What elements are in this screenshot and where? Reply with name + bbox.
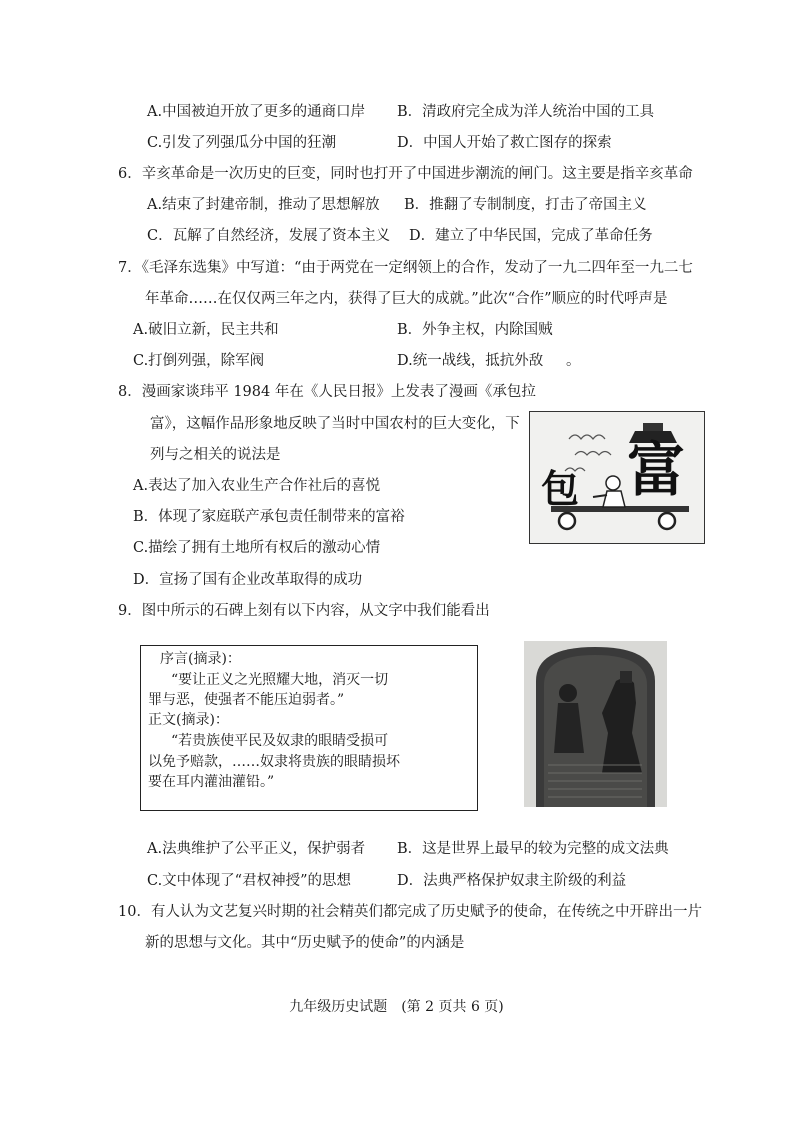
cartoon-char-left: 包 <box>541 467 580 511</box>
q5-option-a: A.中国被迫开放了更多的通商口岸 <box>147 104 366 120</box>
q8-stem-line-2: 富》，这幅作品形象地反映了当时中国农村的巨大变化，下 <box>150 416 520 432</box>
q6-option-c: C．瓦解了自然经济，发展了资本主义 <box>147 228 391 244</box>
page-footer: 九年级历史试题 (第 2 页共 6 页) <box>289 999 504 1015</box>
q6-option-d: D．建立了中华民国，完成了革命任务 <box>409 228 653 244</box>
excerpt-line: 要在耳内灌油灌铅。” <box>148 774 275 790</box>
q7-trailing-mark: 。 <box>566 353 581 369</box>
excerpt-line: 以免予赔款，……奴隶将贵族的眼睛损坏 <box>148 754 400 770</box>
excerpt-line: 罪与恶，使强者不能压迫弱者。” <box>148 692 345 708</box>
q6-option-a: A.结束了封建帝制，推动了思想解放 <box>147 197 380 213</box>
q8-option-a: A.表达了加入农业生产合作社后的喜悦 <box>133 478 381 494</box>
q7-option-c: C.打倒列强，除军阀 <box>133 353 265 369</box>
q8-stem-line-3: 列与之相关的说法是 <box>150 447 281 463</box>
cartoon-image <box>529 411 705 544</box>
excerpt-line: “若贵族使平民及奴隶的眼睛受损可 <box>171 733 389 749</box>
excerpt-heading-preface: 序言(摘录)： <box>160 651 241 667</box>
stele-drawing <box>524 641 667 807</box>
q9-option-a: A.法典维护了公平正义，保护弱者 <box>147 841 366 857</box>
q6-stem: 6．辛亥革命是一次历史的巨变，同时也打开了中国进步潮流的闸门。这主要是指辛亥革命 <box>118 166 693 182</box>
q6-option-b: B．推翻了专制制度，打击了帝国主义 <box>404 197 647 213</box>
q5-option-d: D．中国人开始了救亡图存的探索 <box>397 135 612 151</box>
q9-option-b: B．这是世界上最早的较为完整的成文法典 <box>397 841 669 857</box>
cartoon-char-right: 富 <box>627 436 686 504</box>
q9-excerpt-box <box>140 645 478 811</box>
stele-image <box>524 641 667 807</box>
q9-option-d: D．法典严格保护奴隶主阶级的利益 <box>397 873 627 889</box>
excerpt-line: “要让正义之光照耀大地，消灭一切 <box>171 672 389 688</box>
q8-option-b: B．体现了家庭联产承包责任制带来的富裕 <box>133 509 405 525</box>
q9-stem: 9．图中所示的石碑上刻有以下内容，从文字中我们能看出 <box>118 603 490 619</box>
q7-option-b: B．外争主权，内除国贼 <box>397 322 553 338</box>
q10-stem-line-1: 10．有人认为文艺复兴时期的社会精英们都完成了历史赋予的使命，在传统之中开辟出一片 <box>118 904 702 920</box>
q7-option-a: A.破旧立新，民主共和 <box>133 322 279 338</box>
q5-option-b: B．清政府完全成为洋人统治中国的工具 <box>397 104 655 120</box>
q7-stem-line-1: 7．《毛泽东选集》中写道：“由于两党在一定纲领上的合作，发动了一九二四年至一九二七 <box>118 260 693 276</box>
q8-option-d: D．宣扬了国有企业改革取得的成功 <box>133 572 363 588</box>
q8-stem-line-1: 8．漫画家谈玮平 1984 年在《人民日报》上发表了漫画《承包拉 <box>118 384 536 400</box>
q8-option-c: C.描绘了拥有土地所有权后的激动心情 <box>133 540 381 556</box>
q7-option-d: D.统一战线，抵抗外敌 <box>397 353 544 369</box>
q7-stem-line-2: 年革命……在仅仅两三年之内，获得了巨大的成就。”此次“合作”顺应的时代呼声是 <box>145 291 668 307</box>
q5-option-c: C.引发了列强瓜分中国的狂潮 <box>147 135 337 151</box>
q10-stem-line-2: 新的思想与文化。其中“历史赋予的使命”的内涵是 <box>145 935 465 951</box>
excerpt-heading-body: 正文(摘录)： <box>148 712 229 728</box>
q9-option-c: C.文中体现了“君权神授”的思想 <box>147 873 352 889</box>
